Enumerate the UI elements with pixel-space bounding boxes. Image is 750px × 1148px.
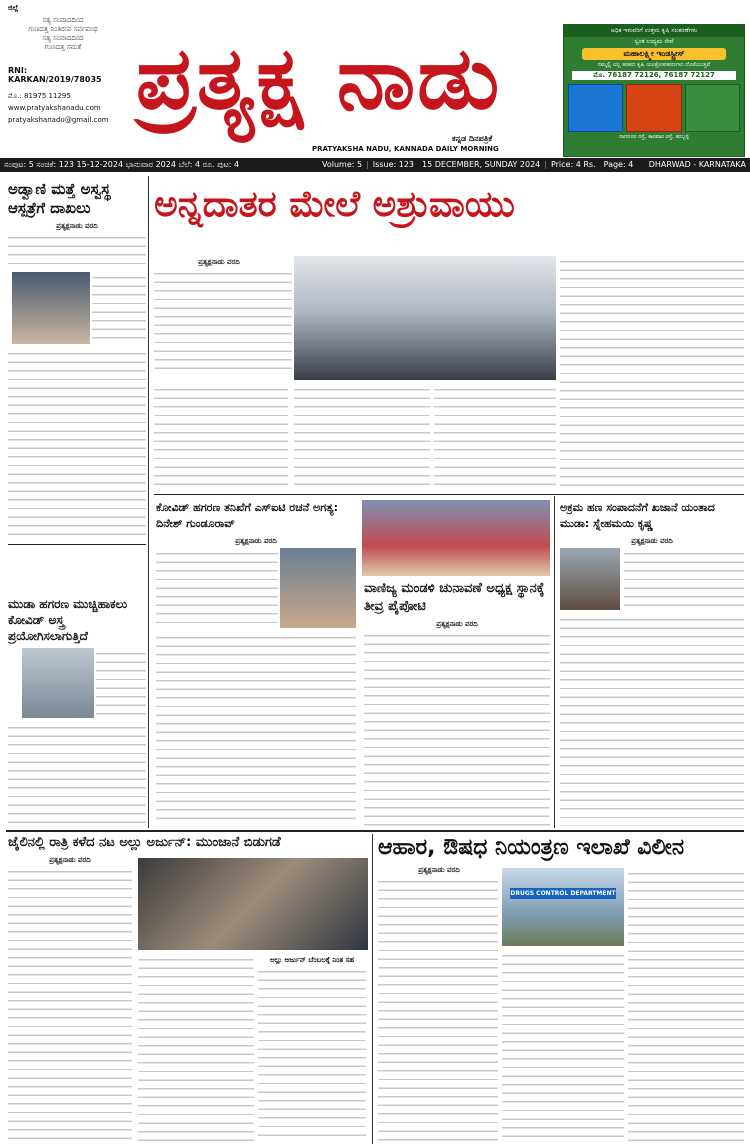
actor-photo [138,858,368,950]
machine-image [685,84,740,132]
ad-machines [564,82,744,134]
divider [8,544,146,545]
byline-commerce: ಪ್ರತ್ಯಕ್ಷನಾಡು ವರದಿ [436,620,478,628]
newspaper-title: ಪ್ರತ್ಯಕ್ಷ ನಾಡು [136,29,502,129]
byline-allu-arjun: ಪ್ರತ್ಯಕ್ಷನಾಡು ವರದಿ [49,856,91,864]
column-rule [372,834,373,1144]
article-body [154,268,292,376]
info-price: Price: 4 Rs. [550,160,596,169]
phone: ಮೊ.: 81975 11295 [8,92,71,100]
office-sign: DRUGS CONTROL DEPARTMENT [510,890,616,897]
ad-footer: ನಾಗನೂರ ರಸ್ತೆ, ಕಾರವಾರ ರಸ್ತೆ, ಹುಬ್ಬಳ್ಳಿ [619,134,689,140]
article-body [434,384,556,490]
machine-image [626,84,681,132]
article-body [294,384,430,490]
info-page: Page: 4 [603,160,634,169]
subhead-allu: ಅಲ್ಲು ಅರ್ಜುನ್ ಬೆಂಬಲಕ್ಕೆ ನಿಂತ ಸಹ [269,956,355,964]
ad-top: ಅಧಿಕ ಇಳುವರಿಗೆ ಉತ್ತಮ ಕೃಷಿ ಸಲಕರಣೆಗಳು [564,25,744,37]
article-body [378,876,498,1142]
meeting-photo [362,500,550,576]
headline-muda-covid[interactable]: ಮುಡಾ ಹಗರಣ ಮುಚ್ಚಿಹಾಕಲು ಕೋವಿಡ್ ಅಸ್ತ್ರ ಪ್ರಯೋಗಿಸಲಾಗುತ್ತಿದೆ [8,597,128,643]
activist-photo [560,548,620,610]
motto: ಸತ್ಯ ಸಂವಾದದಿಂದ ಗುಣದತ್ತ ನಿಂತಿರುವ ಸರ್ವಪಂಥ ಸತ್ಯ ಸಂವಾದದಿಂದ ಗುಣದತ್ತ ಸಮತೆ [28,16,98,51]
article-body [8,232,146,268]
article-body [154,384,288,490]
article-body [8,866,132,1142]
subtitle-kn: ಕನ್ನಡ ದಿನಪತ್ರಿಕೆ [452,134,493,143]
article-body [92,272,146,344]
info-place: DHARWAD - KARNATAKA [648,160,746,169]
article-body [96,648,146,718]
divider [154,494,744,495]
article-body [258,966,366,1142]
headline-advani[interactable]: ಅಡ್ವಾಣಿ ಮತ್ತೆ ಅಸ್ವಸ್ಥ ಆಸ್ಪತ್ರೆಗೆ ದಾಖಲು [8,180,111,217]
byline-covid-sit: ಪ್ರತ್ಯಕ್ಷನಾಡು ವರದಿ [235,537,277,545]
divider [6,830,744,832]
rni-number: RNI: KARKAN/2019/78035 [8,66,102,84]
ad-sub: ಸ್ವಂತ ಉದ್ಯಮ ಸೇವೆ [634,38,674,45]
column-rule [554,496,555,828]
issue-info-bar: ಸಂಪುಟ: 5 ಸಂಚಿಕೆ: 123 15-12-2024 ಭಾನುವಾರ 2024 ಬೆಲೆ: 4 ರೂ. ಪುಟ: 4 Volume: 5 | Issue: 123 15 DECEMBER, SUNDAY 2024 | Price: 4 Rs. Page: 4 DHARWAD - KARNATAKA [0,158,750,172]
politician-photo [22,648,94,718]
byline-farmers: ಪ್ರತ್ಯಕ್ಷನಾಡು ವರದಿ [198,258,240,266]
headline-food-drug[interactable]: ಆಹಾರ, ಔಷಧ ನಿಯಂತ್ರಣ ಇಲಾಖೆ ವಿಲೀನ [378,835,685,860]
info-kn: ಸಂಪುಟ: 5 ಸಂಚಿಕೆ: 123 15-12-2024 ಭಾನುವಾರ 2024 ಬೆಲೆ: 4 ರೂ. ಪುಟ: 4 [4,160,240,169]
ad-brand: ಮಹಾಲಕ್ಷ್ಮೀ ಇಂಡಸ್ಟ್ರೀಸ್ [582,48,726,60]
logo-top: ಜಿಲ್ಲೆ [8,4,19,12]
column-rule [148,176,149,828]
article-body [8,722,146,826]
protest-photo [294,256,556,380]
email[interactable]: pratyakshanadu@gmail.com [8,116,109,124]
ad-desc: ನಮ್ಮಲ್ಲಿ ಎಲ್ಲ ತರಹದ ಕೃಷಿ ಯಂತ್ರೋಪಕರಣಗಳು ದೊರೆಯುತ್ತವೆ [597,62,711,68]
minister-photo [280,548,356,628]
article-body [156,632,356,826]
ad-box[interactable] [563,24,745,157]
advani-photo [12,272,90,344]
byline-muda-snehamayi: ಪ್ರತ್ಯಕ್ಷನಾಡು ವರದಿ [631,537,673,545]
website[interactable]: www.pratyakshanadu.com [8,104,101,112]
headline-allu-arjun[interactable]: ಜೈಲಿನಲ್ಲಿ ರಾತ್ರಿ ಕಳೆದ ನಟ ಅಲ್ಲು ಅರ್ಜುನ್: ಮುಂಜಾನೆ ಬಿಡುಗಡೆ [8,835,281,850]
subtitle-en: PRATYAKSHA NADU, KANNADA DAILY MORNING [312,145,499,153]
article-body [156,548,278,628]
headline-muda-snehamayi[interactable]: ಅಕ್ರಮ ಹಣ ಸಂಪಾದನೆಗೆ ಖಜಾನೆ ಯಂತಾದ ಮುಡಾ: ಸ್ನೇಹಮಯಿ ಕೃಷ್ಣ [560,501,715,530]
office-photo [502,868,624,946]
article-body [502,950,624,1142]
headline-farmers[interactable]: ಅನ್ನದಾತರ ಮೇಲೆ ಅಶ್ರುವಾಯು [154,184,515,225]
article-body [138,954,254,1142]
machine-image [568,84,623,132]
article-body [364,630,550,826]
headline-covid-sit[interactable]: ಕೋವಿಡ್ ಹಗರಣ ತನಿಖೆಗೆ ಎಸ್ಐಟಿ ರಚನೆ ಅಗತ್ಯ: ದಿನೇಶ್ ಗುಂಡೂರಾವ್ [156,501,338,530]
byline-food-drug: ಪ್ರತ್ಯಕ್ಷನಾಡು ವರದಿ [418,866,460,874]
info-date: 15 DECEMBER, SUNDAY 2024 [422,160,541,169]
info-volume: Volume: 5 [322,160,363,169]
article-body [560,256,744,490]
article-body [8,348,146,538]
headline-commerce[interactable]: ವಾಣಿಜ್ಯ ಮಂಡಳಿ ಚುನಾವಣೆ ಅಧ್ಯಕ್ಷ ಸ್ಥಾನಕ್ಕೆ ತೀವ್ರ ಪೈಪೋಟಿ [364,581,545,614]
byline-advani: ಪ್ರತ್ಯಕ್ಷನಾಡು ವರದಿ [56,222,98,230]
article-body [560,614,744,826]
article-body [624,548,744,610]
ad-phone: ಮೊ. 76187 72126, 76187 72127 [572,71,736,80]
info-issue: Issue: 123 [372,160,414,169]
article-body [628,868,744,1142]
masthead-left [8,4,118,125]
